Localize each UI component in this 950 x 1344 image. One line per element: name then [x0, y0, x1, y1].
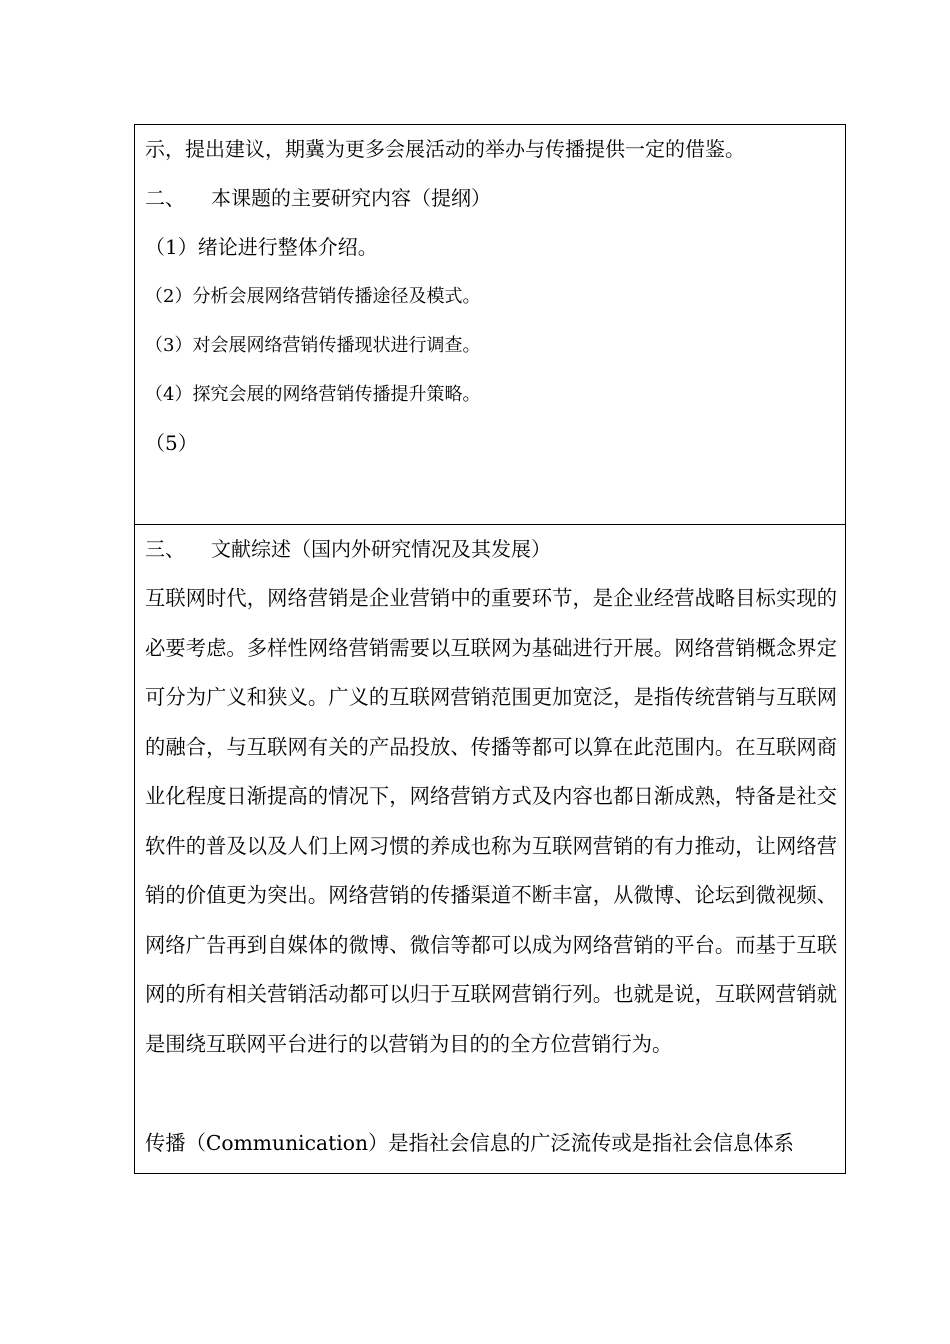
outline-item: （5） [145, 431, 198, 455]
section-title: 本课题的主要研究内容（提纲） [211, 186, 491, 210]
outline-item: （4）探究会展的网络营销传播提升策略。 [145, 384, 481, 405]
outline-item: （3）对会展网络营销传播现状进行调查。 [145, 335, 481, 356]
literature-review-cell [135, 525, 845, 1173]
outline-item: （2）分析会展网络营销传播途径及模式。 [145, 286, 481, 307]
continuation-text: 示，提出建议，期冀为更多会展活动的举办与传播提供一定的借鉴。 [145, 137, 745, 161]
body-paragraph: 互联网时代，网络营销是企业营销中的重要环节，是企业经营战略目标实现的必要考虑。多样性网络营销需要以互联网为基础进行开展。网络营销概念界定可分为广义和狭义。广义的互联网营销范围更加宽泛，是指传统营销与互联网的融合，与互联网有关的产品投放、传播等都可以算在此范围内。在互联网商业化程度日渐提高的情况下，网络营销方式及内容也都日渐成熟，特备是社交软件的普及以及人们上网习惯的养成也称为互联网营销的有力推动，让网络营销的价值更为突出。网络营销的传播渠道不断丰富，从微博、论坛到微视频、网络广告再到自媒体的微博、微信等都可以成为网络营销的平台。而基于互联网的所有相关营销活动都可以归于互联网营销行列。也就是说，互联网营销就是围绕互联网平台进行的以营销为目的的全方位营销行为。 [145, 586, 837, 1056]
proposal-table [134, 124, 846, 1174]
body-paragraph: 传播（Communication）是指社会信息的广泛流传或是指社会信息体系 [145, 1131, 794, 1155]
section-heading-literature-review [145, 525, 837, 574]
section-number: 二、 [145, 186, 185, 210]
research-content-cell [135, 125, 845, 525]
section-heading-research-content [145, 174, 837, 223]
section-number: 三、 [145, 537, 185, 561]
section-title: 文献综述（国内外研究情况及其发展） [211, 537, 551, 561]
outline-item: （1）绪论进行整体介绍。 [145, 235, 378, 259]
